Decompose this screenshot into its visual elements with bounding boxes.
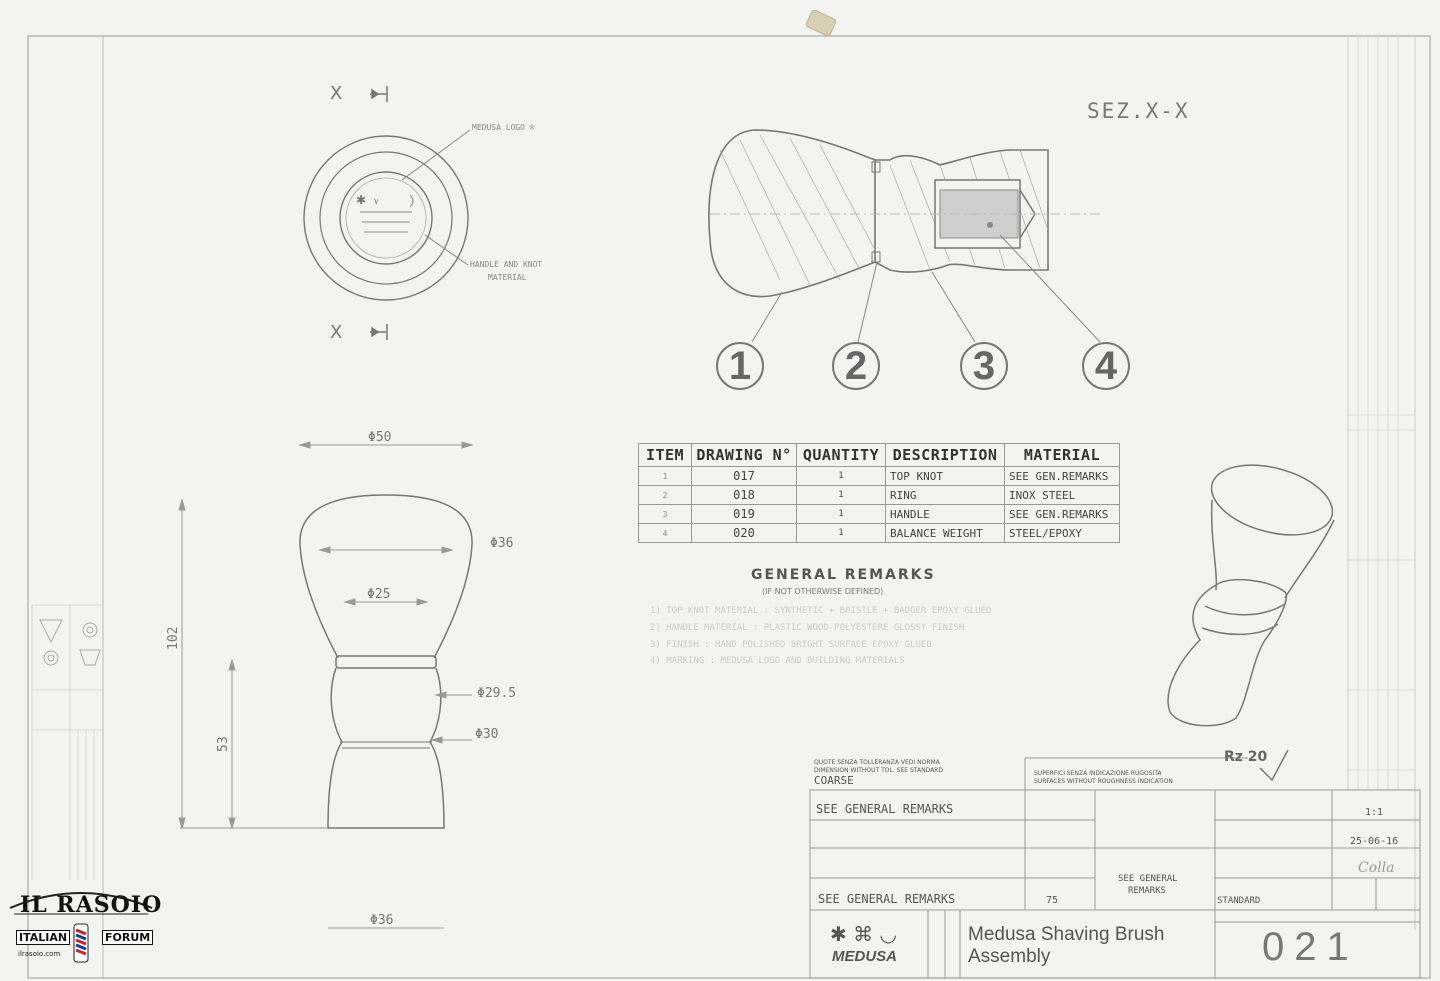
tolerance-note-2: DIMENSION WITHOUT TOL. SEE STANDARD [814,767,943,774]
bom-cell: STEEL/EPOXY [1005,524,1120,543]
dim-handle-height: 53 [216,736,231,752]
il-rasoio-watermark [6,886,163,976]
surface-value-2: REMARKS [1128,886,1166,896]
weight-value: 75 [1046,895,1059,906]
watermark-forum: FORUM [102,930,153,945]
dim-head-diameter: Φ36 [490,536,514,551]
bom-cell: 020 [692,524,797,543]
bom-cell: 1 [797,486,886,505]
svg-text:✱: ✱ [356,193,367,207]
item-bubble-3: 3 [960,342,1008,390]
handle-callout-line1: HANDLE AND KNOT [470,260,543,269]
bom-cell: 1 [797,467,886,486]
table-row [639,524,1120,543]
item-bubble-2: 2 [832,342,880,390]
remarks-line-1: 1) TOP KNOT MATERIAL : SYNTHETIC + BRISTLE + BADGER EPOXY GLUED [650,606,992,616]
dim-neck-diameter: Φ25 [367,587,391,602]
bom-header-drawing: DRAWING N° [692,444,797,467]
table-row [639,467,1120,486]
origin-value: STANDARD [1217,896,1261,906]
item-bubble-4: 4 [1082,342,1130,390]
bom-cell: SEE GEN.REMARKS [1005,467,1120,486]
treatment-value: SEE GENERAL REMARKS [818,892,956,906]
bom-header-material: MATERIAL [1005,444,1120,467]
brand-name: MEDUSA [832,948,898,965]
watermark-title: IL RASOIO [20,892,163,918]
bom-cell: 1 [639,467,692,486]
scale-value: 1:1 [1365,807,1384,818]
bom-cell: 2 [639,486,692,505]
remarks-line-2: 2) HANDLE MATERIAL : PLASTIC WOOD-POLYESTERE GLOSSY FINISH [650,623,965,633]
section-mark-top: X [330,83,343,104]
remarks-line-4: 4) MARKING : MEDUSA LOGO AND BUILDING MATERIALS [650,656,905,666]
material-value: SEE GENERAL REMARKS [816,802,954,816]
remarks-line-3: 3) FINISH : HAND POLISHED BRIGHT SURFACE EPOXY GLUED [650,640,932,650]
bom-cell: HANDLE [886,505,1005,524]
drawing-title-line-1: Medusa Shaving Brush [968,924,1165,945]
tolerance-value: COARSE [814,774,854,787]
bom-cell: BALANCE WEIGHT [886,524,1005,543]
bom-cell: RING [886,486,1005,505]
surface-note-2: SURFACES WITHOUT ROUGHNESS INDICATION [1034,778,1173,785]
bom-cell: 1 [797,505,886,524]
section-label: SEZ.X-X [1087,99,1190,123]
handle-callout-line2: MATERIAL [488,273,527,282]
remarks-subtitle: (IF NOT OTHERWISE DEFINED) [762,587,884,596]
dim-waist-diameter: Φ30 [475,727,499,742]
dim-top-width: Φ50 [368,430,392,445]
table-row [639,486,1120,505]
watermark-italian: ITALIAN [16,930,70,945]
bom-cell: TOP KNOT [886,467,1005,486]
bom-header-quantity: QUANTITY [797,444,886,467]
dim-base-diameter: Φ36 [370,913,394,928]
dim-total-height: 102 [166,626,181,650]
tolerance-note-1: QUOTE SENZA TOLLERANZA VEDI NORMA [814,759,940,766]
logo-callout: MEDUSA LOGO ® [472,123,535,132]
surface-value-1: SEE GENERAL [1118,874,1178,884]
bom-header-description: DESCRIPTION [886,444,1005,467]
svg-text:᥎: ᥎ [374,194,379,207]
watermark-site: ilrasoio.com [18,950,61,958]
date-value: 25-06-16 [1350,836,1399,847]
table-row [639,505,1120,524]
bom-cell: 019 [692,505,797,524]
medusa-logo-icon: ✱ ⌘ ◡ [830,922,897,946]
bom-header-item: ITEM [639,444,692,467]
drawing-number: 021 [1262,925,1359,969]
bom-cell: INOX STEEL [1005,486,1120,505]
bom-cell: 4 [639,524,692,543]
bom-cell: 018 [692,486,797,505]
bom-cell: 017 [692,467,797,486]
bom-cell: 1 [797,524,886,543]
surface-note-1: SUPERFICI SENZA INDICAZIONE RUGOSITA [1034,770,1162,777]
bom-cell: 3 [639,505,692,524]
bom-cell: SEE GEN.REMARKS [1005,505,1120,524]
bill-of-materials [638,443,1120,543]
item-bubble-1: 1 [716,342,764,390]
section-mark-bottom: X [330,322,343,343]
remarks-title: GENERAL REMARKS [751,567,936,583]
bom-header-row [639,444,1120,467]
drawing-title-line-2: Assembly [968,946,1051,967]
roughness-value: Rz 20 [1224,749,1268,765]
dim-ring-diameter: Φ29.5 [477,686,517,701]
drawn-by-signature: Colla [1358,860,1395,876]
